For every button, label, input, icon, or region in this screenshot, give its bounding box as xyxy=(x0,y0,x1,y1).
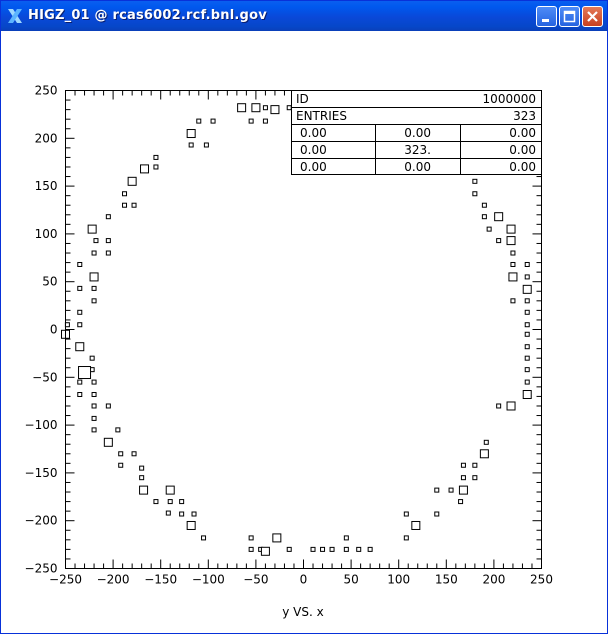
data-point-box xyxy=(525,356,529,360)
data-point-box xyxy=(525,275,529,279)
data-point-box xyxy=(166,486,174,494)
data-point-box xyxy=(497,239,501,243)
data-point-box xyxy=(487,227,491,231)
data-point-box xyxy=(140,466,144,470)
stats-cell: 0.00 xyxy=(300,143,327,157)
data-point-box xyxy=(511,251,515,255)
stats-id-label: ID xyxy=(296,92,309,106)
data-point-box xyxy=(154,500,158,504)
data-point-box xyxy=(412,521,420,529)
stats-entries-label: ENTRIES xyxy=(296,109,347,123)
y-tick-label: 100 xyxy=(34,226,58,241)
y-tick-label: 250 xyxy=(34,83,58,98)
x-tick-label: 200 xyxy=(482,572,506,587)
data-point-box xyxy=(104,438,112,446)
data-point-box xyxy=(249,547,253,551)
close-icon xyxy=(583,7,602,26)
y-tick-label: 0 xyxy=(49,322,58,337)
data-point-box xyxy=(78,310,82,314)
data-point-box xyxy=(106,239,110,243)
x-tick-label: −150 xyxy=(144,572,178,587)
data-point-box xyxy=(525,310,529,314)
data-point-box xyxy=(459,500,463,504)
x-axis-label: y VS. x xyxy=(282,605,324,619)
data-point-box xyxy=(92,416,96,420)
data-point-box xyxy=(166,511,170,515)
data-point-box xyxy=(116,428,120,432)
x-tick-label: −250 xyxy=(49,572,82,587)
data-point-box xyxy=(189,143,193,147)
data-point-box xyxy=(187,521,195,529)
data-point-box xyxy=(119,463,123,467)
x-tick-label: 150 xyxy=(434,572,458,587)
stats-id-value: 1000000 xyxy=(482,92,536,106)
minimize-icon xyxy=(537,7,556,26)
data-point-box xyxy=(78,393,82,397)
data-point-box xyxy=(523,391,531,399)
y-tick-label: 200 xyxy=(34,131,58,146)
x-tick-label: 250 xyxy=(530,572,553,587)
data-point-box xyxy=(132,203,136,207)
data-point-box xyxy=(344,536,348,540)
data-point-box xyxy=(202,536,206,540)
data-point-box xyxy=(523,285,531,293)
data-point-box xyxy=(311,547,315,551)
x-tick-label: 0 xyxy=(299,572,308,587)
data-point-box xyxy=(507,237,515,245)
y-tick-label: 150 xyxy=(34,179,58,194)
data-point-box xyxy=(132,452,136,456)
data-point-box xyxy=(192,512,196,516)
y-tick-label: −150 xyxy=(24,465,58,480)
data-point-box xyxy=(90,273,98,281)
data-point-box xyxy=(204,143,208,147)
y-tick-label: −250 xyxy=(24,561,58,576)
data-point-box xyxy=(511,262,515,266)
data-point-box xyxy=(79,367,91,379)
x-logo-icon xyxy=(7,8,23,24)
x-tick-label: 50 xyxy=(343,572,359,587)
data-point-box xyxy=(525,323,529,327)
data-point-box xyxy=(459,486,467,494)
data-point-box xyxy=(78,262,82,266)
y-tick-label: −50 xyxy=(32,370,58,385)
x-tick-label: 100 xyxy=(387,572,411,587)
data-point-box xyxy=(238,104,246,112)
data-point-box xyxy=(330,547,334,551)
minimize-button[interactable] xyxy=(536,6,557,27)
data-point-box xyxy=(525,345,529,349)
data-point-box xyxy=(263,106,267,110)
data-point-box xyxy=(461,476,465,480)
stats-entries-value: 323 xyxy=(513,109,536,123)
data-point-box xyxy=(404,536,408,540)
data-point-box xyxy=(249,536,253,540)
data-point-box xyxy=(106,404,110,408)
close-button[interactable] xyxy=(582,6,603,27)
data-point-box xyxy=(495,213,503,221)
data-point-box xyxy=(90,356,94,360)
data-point-box xyxy=(287,547,291,551)
data-point-box xyxy=(249,119,253,123)
data-point-box xyxy=(287,106,291,110)
stats-cell: 0.00 xyxy=(300,126,327,140)
x-tick-label: −200 xyxy=(96,572,130,587)
data-point-box xyxy=(140,486,148,494)
data-point-box xyxy=(497,404,501,408)
window-title: HIGZ_01 @ rcas6002.rcf.bnl.gov xyxy=(28,8,267,23)
data-point-box xyxy=(76,343,84,351)
data-point-box xyxy=(123,192,127,196)
data-point-box xyxy=(509,273,517,281)
data-point-box xyxy=(263,119,267,123)
data-point-box xyxy=(357,547,361,551)
data-point-box xyxy=(154,165,158,169)
data-point-box xyxy=(525,332,529,336)
x-tick-label: −50 xyxy=(243,572,269,587)
data-point-box xyxy=(473,179,477,183)
stats-cell: 0.00 xyxy=(509,160,536,174)
data-point-box xyxy=(511,299,515,303)
data-point-box xyxy=(140,476,144,480)
data-point-box xyxy=(480,450,488,458)
data-point-box xyxy=(92,286,96,290)
data-point-box xyxy=(92,393,96,397)
data-point-box xyxy=(92,251,96,255)
data-point-box xyxy=(180,512,184,516)
data-point-box xyxy=(92,380,96,384)
data-point-box xyxy=(473,476,477,480)
data-point-box xyxy=(211,119,215,123)
stats-cell: 0.00 xyxy=(404,160,431,174)
data-point-box xyxy=(92,299,96,303)
maximize-icon xyxy=(560,7,579,26)
x-tick-label: −100 xyxy=(191,572,225,587)
data-point-box xyxy=(271,106,279,114)
data-point-box xyxy=(78,323,82,327)
stats-box xyxy=(292,91,542,175)
data-point-box xyxy=(404,512,408,516)
data-point-box xyxy=(252,104,260,112)
data-point-box xyxy=(344,547,348,551)
data-point-box xyxy=(168,500,172,504)
title-bar[interactable] xyxy=(1,1,607,31)
data-point-box xyxy=(484,440,488,444)
data-point-box xyxy=(261,547,269,555)
data-point-box xyxy=(507,225,515,233)
data-point-box xyxy=(141,165,149,173)
data-point-box xyxy=(128,177,136,185)
data-point-box xyxy=(525,299,529,303)
data-point-box xyxy=(187,130,195,138)
data-point-box xyxy=(88,225,96,233)
data-point-box xyxy=(525,380,529,384)
data-point-box xyxy=(273,534,281,542)
scatter-plot xyxy=(5,31,603,631)
data-point-box xyxy=(123,203,127,207)
data-point-box xyxy=(78,286,82,290)
data-point-box xyxy=(154,155,158,159)
y-tick-label: −200 xyxy=(24,513,58,528)
data-point-box xyxy=(525,262,529,266)
data-point-box xyxy=(473,192,477,196)
data-point-box xyxy=(92,428,96,432)
data-point-box xyxy=(94,239,98,243)
data-point-box xyxy=(321,547,325,551)
stats-cell: 0.00 xyxy=(509,143,536,157)
y-tick-label: −100 xyxy=(24,418,58,433)
data-point-box xyxy=(65,323,69,327)
data-point-box xyxy=(92,404,96,408)
data-point-box xyxy=(106,251,110,255)
data-point-box xyxy=(482,215,486,219)
data-point-box xyxy=(368,547,372,551)
data-point-box xyxy=(106,215,110,219)
y-tick-label: 50 xyxy=(42,274,58,289)
data-point-box xyxy=(435,488,439,492)
data-point-box xyxy=(197,119,201,123)
maximize-button[interactable] xyxy=(559,6,580,27)
data-point-box xyxy=(473,463,477,467)
stats-cell: 323. xyxy=(404,143,431,157)
data-point-box xyxy=(525,368,529,372)
data-point-box xyxy=(449,488,453,492)
stats-cell: 0.00 xyxy=(404,126,431,140)
data-point-box xyxy=(78,380,82,384)
data-point-box xyxy=(461,463,465,467)
data-point-box xyxy=(180,500,184,504)
stats-cell: 0.00 xyxy=(509,126,536,140)
data-point-box xyxy=(435,512,439,516)
graphics-area xyxy=(5,31,603,631)
data-point-box xyxy=(507,402,515,410)
data-point-box xyxy=(482,203,486,207)
stats-cell: 0.00 xyxy=(300,160,327,174)
data-point-box xyxy=(119,452,123,456)
